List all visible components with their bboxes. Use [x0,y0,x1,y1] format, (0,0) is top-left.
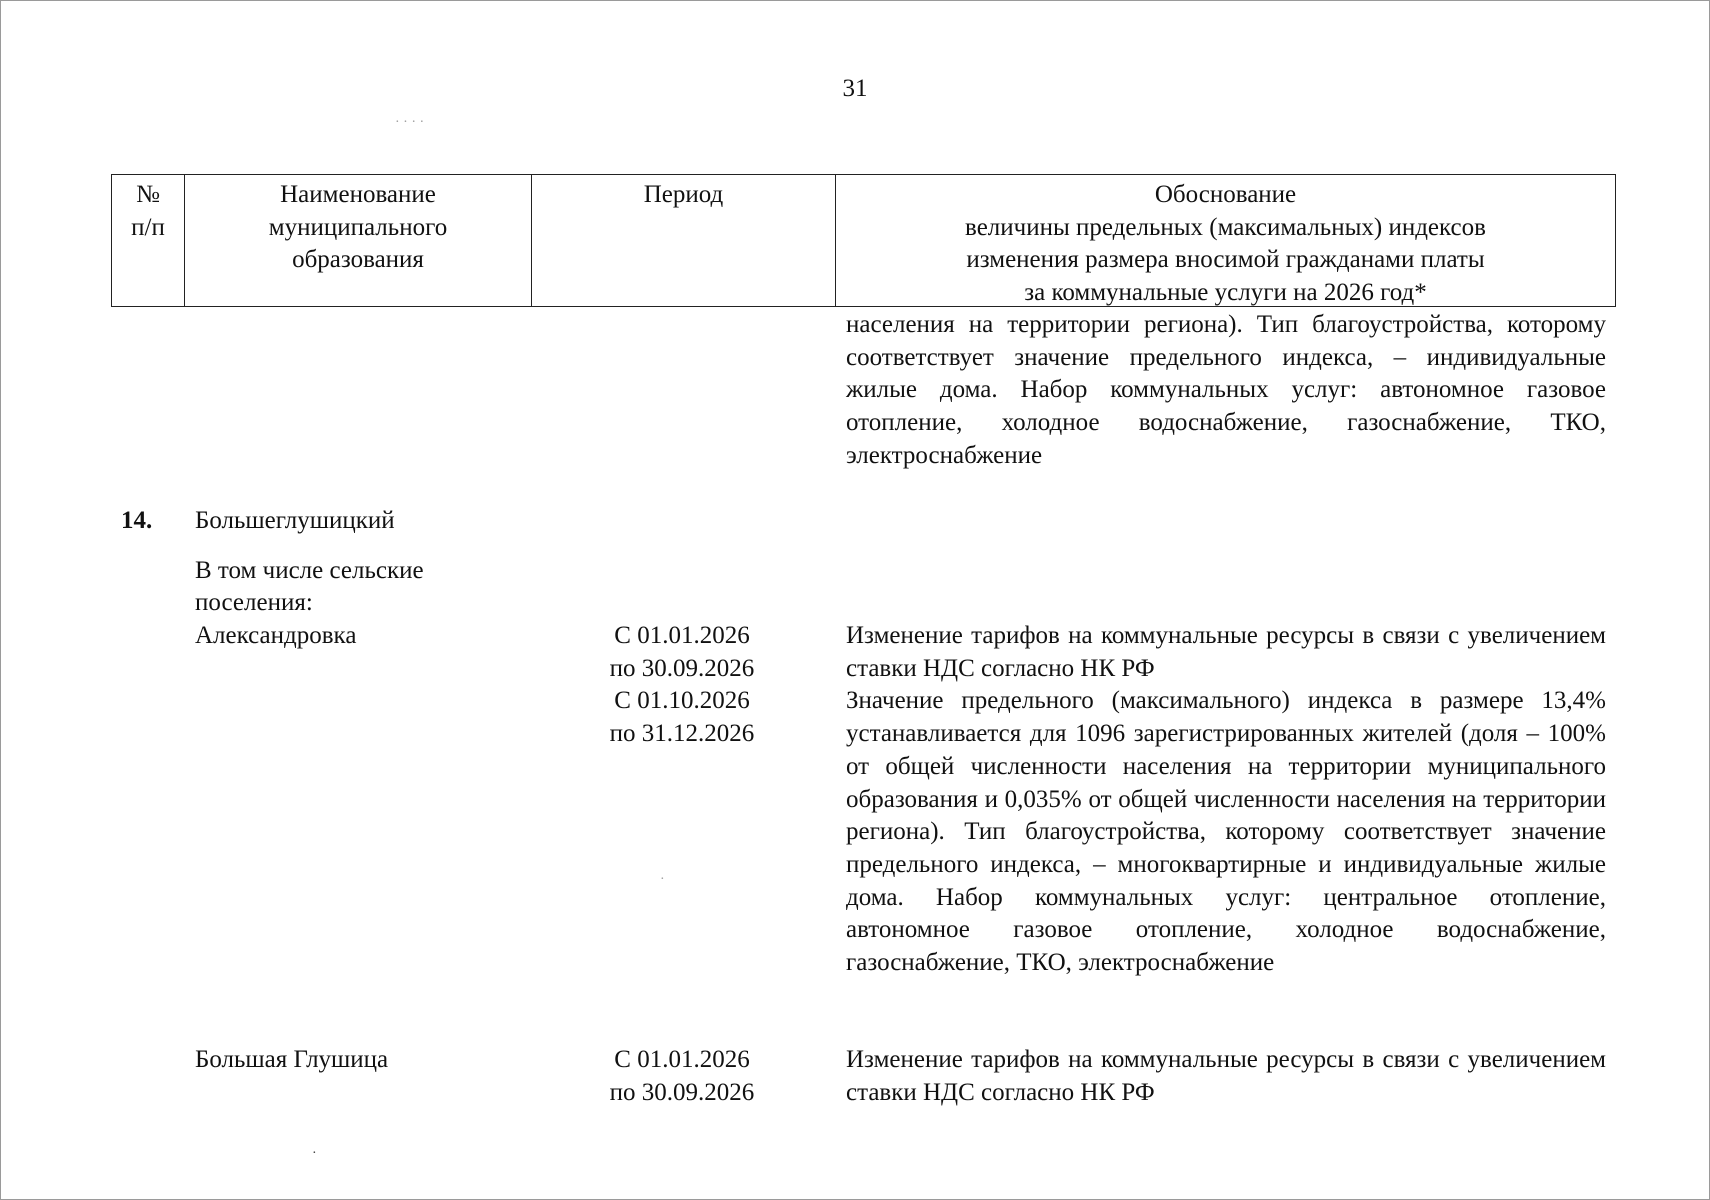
justification-paragraph [846,1044,1606,1109]
continuation-paragraph: населения на территории региона). Тип благоустройства, которому соответствует значение предельного индекса, – индивидуальные жилые дома. Набор коммунальных услуг: автономное газовое отопление, холодное водоснабжение, газоснабжение, ТКО, электроснабжение [846,311,1606,469]
scan-speck: · · · · [395,115,425,130]
header-justification-line: за коммунальные услуги на 2026 год* [1024,278,1427,306]
scan-speck: · [312,1146,317,1161]
period-date: по 30.09.2026 [609,1078,755,1106]
header-number-cell [112,175,185,306]
header-number-symbol: № [136,181,160,208]
header-name-line: муниципального [268,213,448,241]
justification-vat-text: Изменение тарифов на коммунальные ресурсы в связи с увеличением ставки НДС согласно НК РФ [846,1046,1606,1106]
header-name-line: Наименование [280,181,436,208]
settlement-name: Большая Глушица [195,1046,389,1073]
header-justification-line: величины предельных (максимальных) индексов [965,213,1486,241]
justification-vat-text: Изменение тарифов на коммунальные ресурсы в связи с увеличением ставки НДС согласно НК РФ [846,622,1606,682]
page-number: 31 [842,75,868,102]
period-date: по 30.09.2026 [609,654,755,682]
period-date: С 01.10.2026 [614,687,750,715]
header-justification-line: изменения размера вносимой гражданами платы [966,246,1485,273]
period-date: С 01.01.2026 [614,622,750,649]
header-period-label: Период [643,181,724,208]
period-date: С 01.01.2026 [614,1046,750,1073]
municipality-name: Большеглушицкий [195,507,395,534]
settlements-label: поселения: [195,589,313,616]
settlement-name: Александровка [195,622,357,649]
header-justification-cell [836,175,1615,306]
table-header [111,174,1616,307]
settlements-label: В том числе сельские [195,557,424,584]
scan-speck: · [660,872,665,887]
period-range [592,1044,772,1109]
justification-paragraph [846,620,1606,980]
header-name-cell [185,175,532,306]
entry-number: 14. [121,507,153,534]
period-range [592,620,772,751]
justification-index-text: Значение предельного (максимального) индекса в размере 13,4% устанавливается для 1096 зарегистрированных жителей (доля – 100% от общей численности населения на территории муниципального образования и 0,035% от общей численности населения на территории региона). Тип благоустройства, которому соответствует значение предельного индекса, – многоквартирные и индивидуальные жилые дома. Набор коммунальных услуг: центральное отопление, автономное газовое отопление, холодное водоснабжение, газоснабжение, ТКО, электроснабжение [846,687,1606,977]
header-number-abbr: п/п [131,213,165,241]
header-period-cell [532,175,836,306]
period-date: по 31.12.2026 [609,720,755,748]
header-justification-line: Обоснование [1154,181,1297,208]
header-name-line: образования [292,246,424,273]
